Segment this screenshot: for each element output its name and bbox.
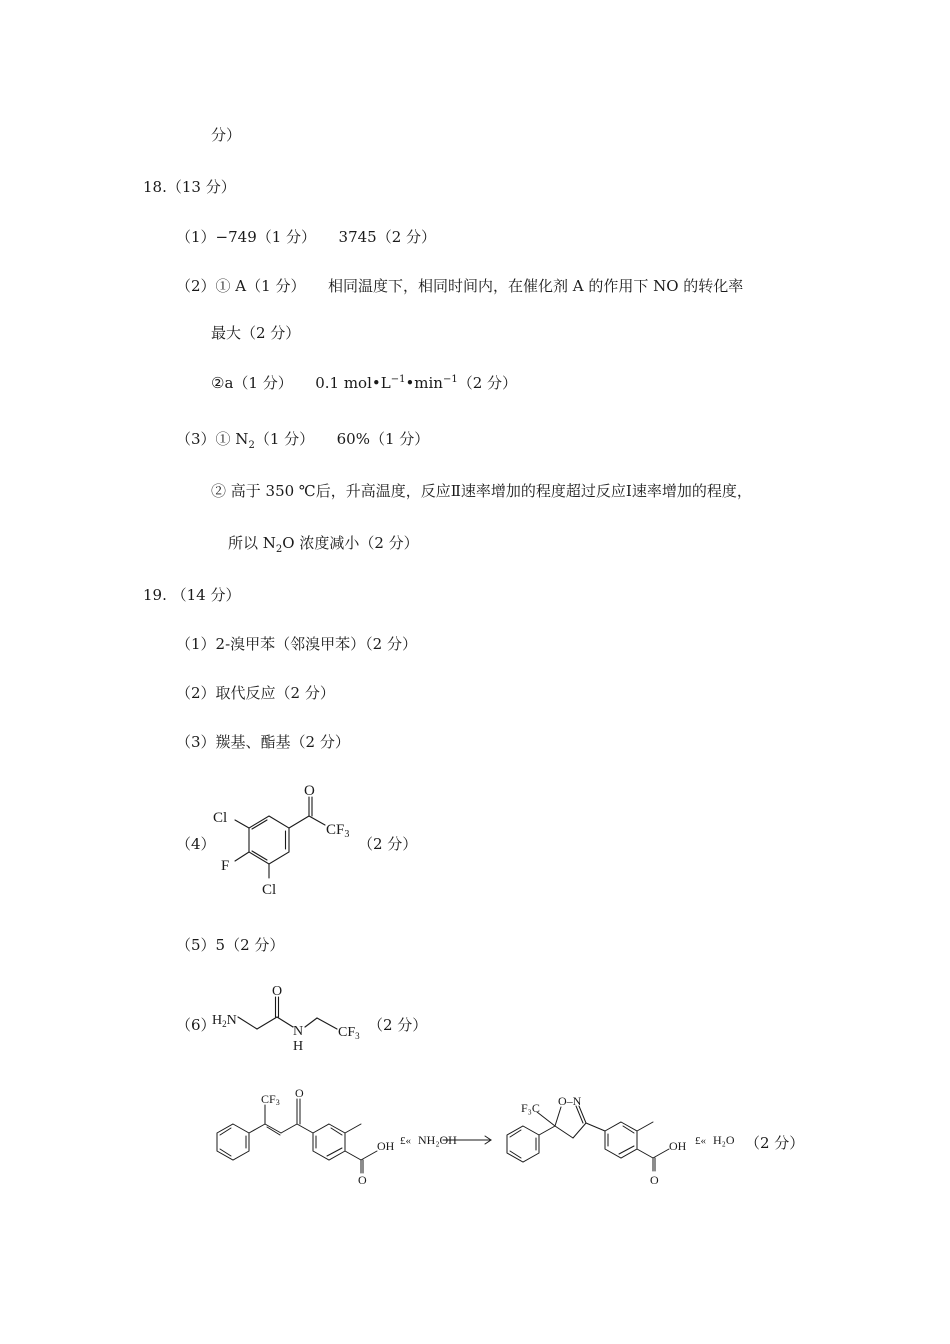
h-label: H xyxy=(293,1039,304,1054)
cf3-label: $CF_3$ xyxy=(338,1025,360,1041)
h2o-label: H₂O xyxy=(713,1133,735,1147)
reaction-scheme-q19-7 xyxy=(205,1085,805,1195)
q18-part3-line3 xyxy=(228,533,419,553)
plus-sign-2: £« xyxy=(695,1135,706,1147)
q19-part5: （5）5（2 分） xyxy=(176,936,285,954)
o-label: O xyxy=(304,783,315,799)
right-f3c-label: F₃C xyxy=(521,1101,540,1115)
q18-part3-line2: ② 高于 350 ℃后，升高温度，反应Ⅱ速率增加的程度超过反应Ⅰ速率增加的程度， xyxy=(211,482,752,500)
cf3-sub: 3 xyxy=(355,1031,360,1041)
n2-post: （1 分） 60%（1 分） xyxy=(254,430,430,448)
q19-part2: （2）取代反应（2 分） xyxy=(176,684,335,702)
q19-part7-score: （2 分） xyxy=(745,1134,805,1152)
rate-sup-2: −1 xyxy=(442,374,458,385)
structure-q19-6 xyxy=(205,980,375,1060)
q19-part1: （1）2-溴甲苯（邻溴甲苯）（2 分） xyxy=(176,635,417,653)
rate-text-mid: •min xyxy=(405,374,443,392)
h2n-sub: 2 xyxy=(222,1019,227,1029)
cf3-sub: 3 xyxy=(344,829,350,840)
continued-score: 分） xyxy=(211,126,242,144)
left-cf3-sub: 3 xyxy=(275,1098,280,1107)
rate-sup-1: −1 xyxy=(390,374,406,385)
n-label: N xyxy=(293,1024,304,1039)
nh2oh-label: NH₂OH xyxy=(418,1133,457,1147)
n2o-post: O 浓度减小（2 分） xyxy=(282,534,419,552)
q18-part3-line1 xyxy=(176,429,429,449)
q19-part6-score: （2 分） xyxy=(368,1016,428,1034)
q18-part2-rate xyxy=(211,373,517,393)
q19-header: 19. （14 分） xyxy=(143,586,241,604)
n2o-sub: 2 xyxy=(275,544,283,555)
q19-part3: （3）羰基、酯基（2 分） xyxy=(176,733,350,751)
cf3-label: $CF_3$ xyxy=(326,822,350,840)
q18-part2-line1: （2）① A（1 分） 相同温度下，相同时间内，在催化剂 A 的作用下 NO 的转化率 xyxy=(176,277,744,295)
n2-pre: （3）① N xyxy=(176,430,249,448)
q19-part6-label: （6） xyxy=(176,1016,216,1034)
q19-part4-label: （4） xyxy=(176,835,216,853)
h2n-label: $H_2N$ xyxy=(212,1013,237,1029)
structure-q19-4 xyxy=(205,778,365,903)
f-label: F xyxy=(221,858,230,874)
cl-top-label: Cl xyxy=(213,810,228,826)
o-label: O xyxy=(272,984,283,999)
rate-text-post: （2 分） xyxy=(457,374,518,392)
right-oh-label: OH xyxy=(669,1139,687,1153)
left-o2-label: O xyxy=(358,1173,367,1187)
left-o-label: O xyxy=(295,1086,304,1100)
q18-part1: （1）−749（1 分） 3745（2 分） xyxy=(176,228,437,246)
left-cf3-label: CF3 xyxy=(261,1092,280,1107)
rate-text-pre: ②a（1 分） 0.1 mol•L xyxy=(211,374,391,392)
right-on-label: O–N xyxy=(558,1094,582,1108)
q18-header: 18.（13 分） xyxy=(143,178,236,196)
n2o-pre: 所以 N xyxy=(228,534,276,552)
q19-part4-score: （2 分） xyxy=(358,835,418,853)
cl-bottom-label: Cl xyxy=(262,882,277,898)
plus-sign-1: £« xyxy=(400,1135,411,1147)
left-oh-label: OH xyxy=(377,1139,395,1153)
n2-sub: 2 xyxy=(248,440,255,451)
q18-part2-line2: 最大（2 分） xyxy=(211,324,301,342)
right-o2-label: O xyxy=(650,1173,659,1187)
